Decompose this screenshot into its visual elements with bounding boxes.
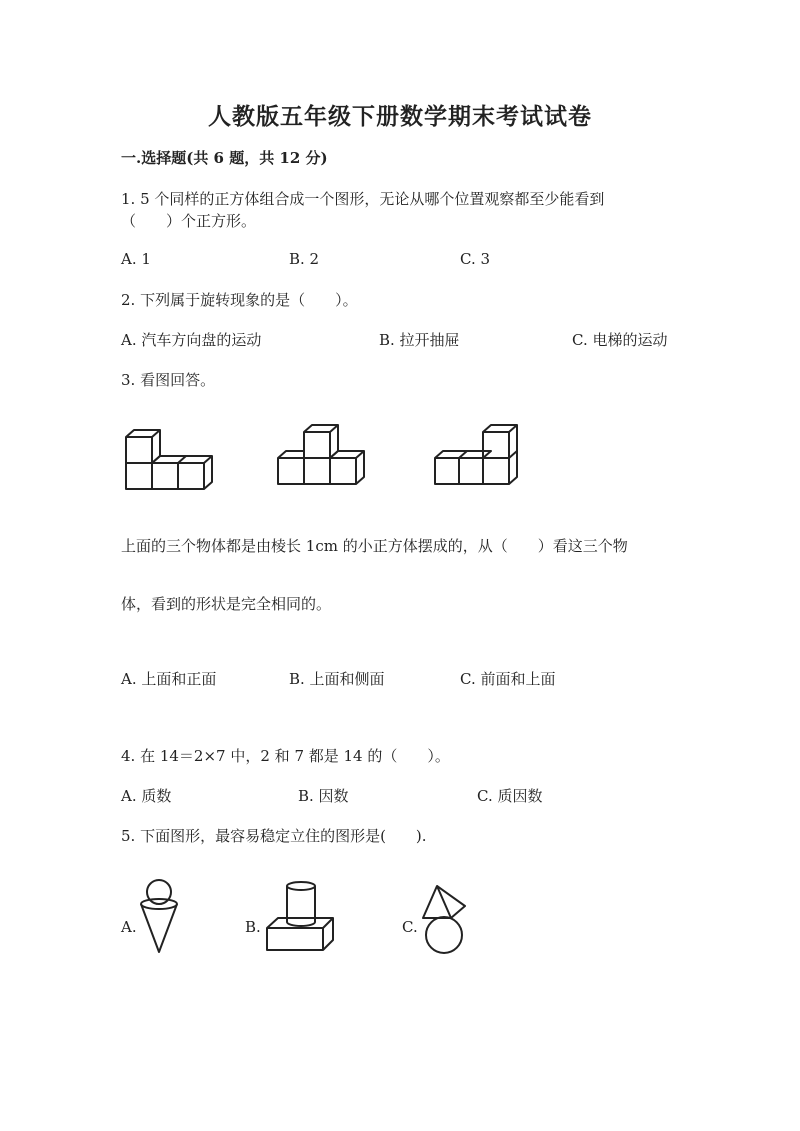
q1-option-a[interactable]: A. 1: [121, 250, 151, 268]
q4-text: 4. 在 14＝2×7 中，2 和 7 都是 14 的（ ）。: [121, 747, 450, 765]
q2-option-c[interactable]: C. 电梯的运动: [572, 331, 668, 349]
q5-option-a[interactable]: A.: [121, 918, 137, 936]
q4-option-b[interactable]: B. 因数: [298, 787, 349, 805]
q2-text: 2. 下列属于旋转现象的是（ ）。: [121, 291, 358, 309]
q4-option-a[interactable]: A. 质数: [121, 787, 172, 805]
q5-option-c[interactable]: C.: [402, 918, 418, 936]
q1-option-b[interactable]: B. 2: [289, 250, 320, 268]
q3-option-c[interactable]: C. 前面和上面: [460, 670, 556, 688]
q5-text: 5. 下面图形，最容易稳定立住的图形是( ).: [121, 827, 427, 845]
q3-text: 3. 看图回答。: [121, 371, 216, 389]
q1-option-c[interactable]: C. 3: [460, 250, 491, 268]
q3-option-a[interactable]: A. 上面和正面: [121, 670, 217, 688]
q2-option-b[interactable]: B. 拉开抽屉: [379, 331, 460, 349]
q4-option-c[interactable]: C. 质因数: [477, 787, 543, 805]
section-heading: 一.选择题(共 6 题，共 12 分): [121, 149, 328, 167]
q1-text-line2: （ ）个正方形。: [121, 212, 257, 230]
q1-text-line1: 1. 5 个同样的正方体组合成一个图形，无论从哪个位置观察都至少能看到: [121, 190, 605, 208]
q3-option-b[interactable]: B. 上面和侧面: [289, 670, 385, 688]
page-title: 人教版五年级下册数学期末考试试卷: [208, 103, 592, 130]
q3-desc-line1: 上面的三个物体都是由棱长 1cm 的小正方体摆成的，从（ ）看这三个物: [121, 537, 628, 555]
q5-option-b[interactable]: B.: [245, 918, 261, 936]
cone-on-ball-figure: [0, 0, 1, 1]
q3-desc-line2: 体，看到的形状是完全相同的。: [121, 595, 332, 613]
q2-option-a[interactable]: A. 汽车方向盘的运动: [121, 331, 262, 349]
